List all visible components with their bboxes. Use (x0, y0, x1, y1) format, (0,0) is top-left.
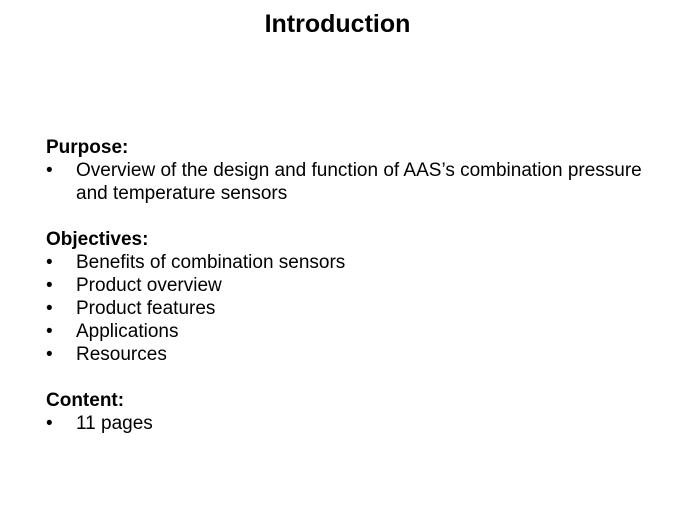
list-item-text: 11 pages (76, 413, 153, 434)
list-item-text: Product features (76, 298, 216, 319)
slide-content (46, 136, 646, 435)
objectives-heading: Objectives: (46, 229, 149, 250)
list-item (46, 251, 646, 274)
content-section (46, 389, 646, 435)
purpose-heading: Purpose: (46, 137, 129, 158)
list-item (46, 343, 646, 366)
bullet-icon: • (46, 298, 53, 319)
bullet-icon: • (46, 252, 53, 273)
list-item (46, 412, 646, 435)
list-item-text: Applications (76, 321, 179, 342)
list-item (46, 297, 646, 320)
spacer (46, 205, 646, 228)
list-item-text: Resources (76, 344, 167, 365)
objectives-section (46, 228, 646, 366)
list-item (46, 320, 646, 343)
bullet-icon: • (46, 344, 53, 365)
bullet-icon: • (46, 413, 53, 434)
purpose-list (46, 159, 646, 205)
objectives-list (46, 251, 646, 366)
list-item-text: Benefits of combination sensors (76, 252, 346, 273)
list-item (46, 159, 646, 205)
list-item (46, 274, 646, 297)
bullet-icon: • (46, 275, 53, 296)
spacer (46, 366, 646, 389)
list-item-text: Product overview (76, 275, 222, 296)
purpose-section (46, 136, 646, 205)
list-item-text: Overview of the design and function of AAS’s combination pressure and temperature sensors (76, 160, 642, 204)
slide-title: Introduction (264, 10, 411, 38)
content-list (46, 412, 646, 435)
bullet-icon: • (46, 160, 53, 181)
content-heading: Content: (46, 390, 125, 411)
bullet-icon: • (46, 321, 53, 342)
